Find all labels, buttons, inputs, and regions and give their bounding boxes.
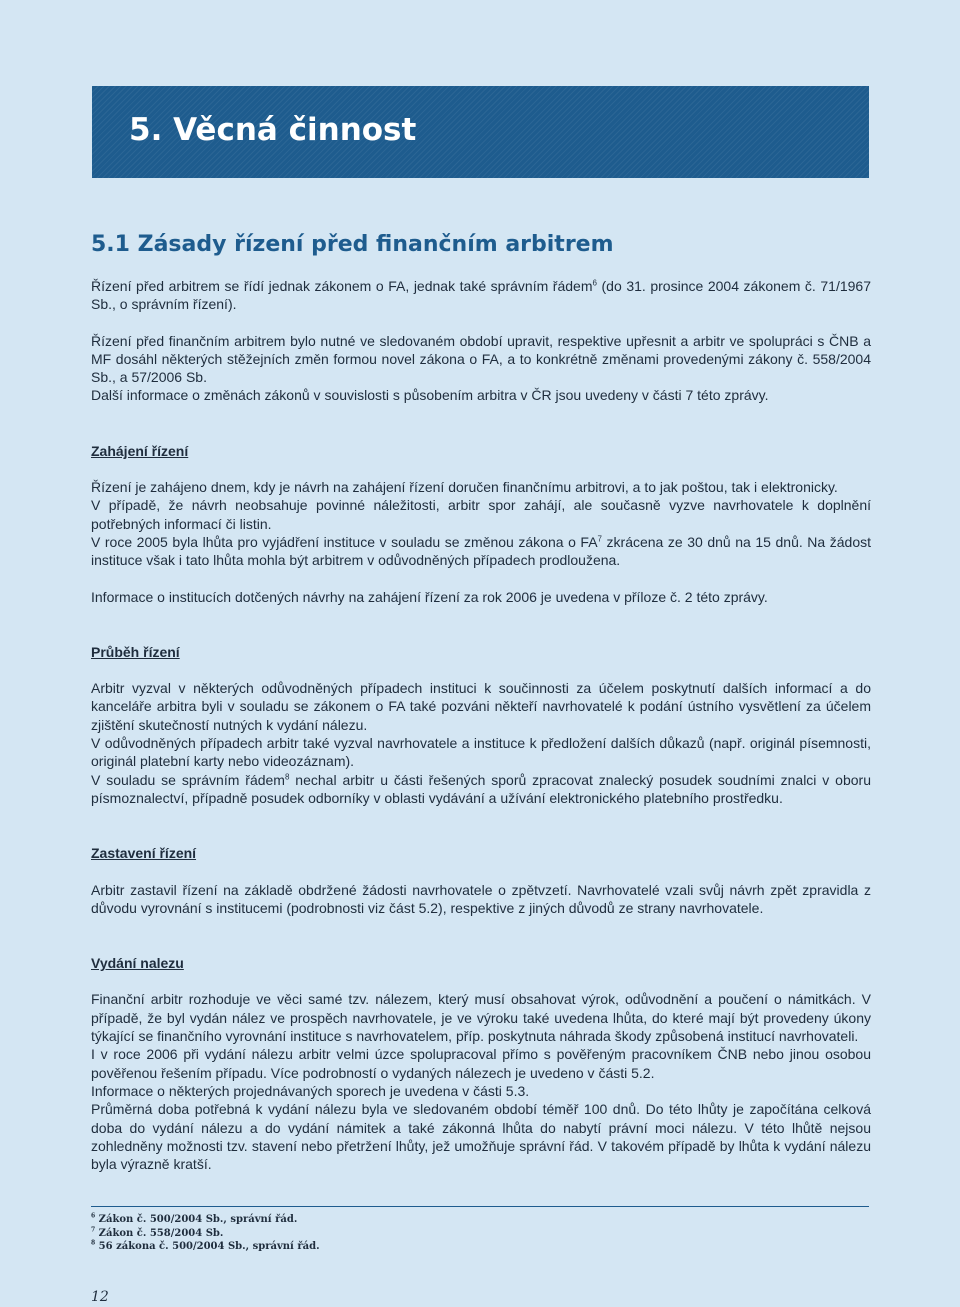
heading-zahajeni: Zahájení řízení [91, 442, 189, 459]
zahajeni-paragraph-3: V roce 2005 byla lhůta pro vyjádření instituce v souladu se změnou zákona o $FA^7$ zkrácena ze 30 dnů na 15 dnů. Na žádost instituce však i tato lhůta mohla být arbitrem v odůvodněných případech prodloužena. [91, 533, 871, 569]
prubeh-paragraph-1: Arbitr vyzval v některých odůvodněných případech instituci k součinnosti za účelem poskytnutí dalších informací a do kanceláře arbitra byli v souladu se zákonem o FA také pozváni někteří navrhovatelé k podání ústního vysvětlení za účelem zjištění skutečností nutných k vydání nálezu. [91, 680, 871, 733]
page-number: 12 [91, 1289, 109, 1305]
vydani-paragraph-3: Informace o některých projednávaných sporech je uvedena v části 5.3. [91, 1082, 530, 1099]
heading-vydani: Vydání nalezu [91, 955, 184, 972]
heading-prubeh: Průběh řízení [91, 643, 180, 660]
zahajeni-paragraph-4: Informace o institucích dotčených návrhy na zahájení řízení za rok 2006 je uvedena v příloze č. 2 této zprávy. [91, 588, 768, 605]
intro-paragraph-1: Řízení před arbitrem se řídí jednak zákonem o FA, jednak také správním řádem$^6$ (do 31. prosince 2004 zákonem č. 71/1967 Sb., o správním řízení). [91, 278, 871, 313]
prubeh-paragraph-3: V souladu se správním řádem$^8$ nechal arbitr u části řešených sporů zpracovat znalecký posudek soudními znalci v oboru písmoznalectví, případně posudek odborníky v oblasti vydávání a užívání elektronického platebního prostředku. [91, 771, 871, 806]
prubeh-paragraph-2: V odůvodněných případech arbitr také vyzval navrhovatele a instituce k předložení dalších důkazů (např. originál písemnosti, originál platební karty nebo videozáznam). [91, 735, 871, 770]
zahajeni-paragraph-2: V případě, že návrh neobsahuje povinné náležitosti, arbitr spor zahájí, ale současně vyzve navrhovatele k doplnění potřebných informací či listin. [91, 497, 871, 532]
vydani-paragraph-2: I v roce 2006 při vydání nálezu arbitr velmi úzce spolupracoval přímo s pověřeným pracovníkem ČNB nebo jinou osobou pověřenou řešením případu. Více podrobností o vydaných nálezech je uvedeno v části 5.2. [91, 1046, 871, 1081]
heading-zastaveni: Zastavení řízení [91, 845, 197, 862]
footnote-8: $^8$ 56 zákona č. 500/2004 Sb., správní řád. [91, 1239, 320, 1252]
footnote-ref-7: 7 [597, 534, 602, 544]
zastaveni-paragraph-1: Arbitr zastavil řízení na základě obdržené žádosti navrhovatele o zpětvzetí. Navrhovatelé vzali svůj návrh zpět zpravidla z důvodu vyrovnání s institucemi (podrobnosti viz část 5.2), respektive z jiných důvodů ze strany navrhovatele. [91, 881, 871, 916]
footnote-ref-6: 6 [592, 278, 597, 288]
main-content [91, 230, 871, 1173]
footnote-7: $^7$ Zákon č. 558/2004 Sb. [91, 1226, 224, 1239]
vydani-paragraph-1: Finanční arbitr rozhoduje ve věci samé tzv. nálezem, který musí obsahovat výrok, odůvodnění a poučení o námitkách. V případě, že byl vydán nález ve prospěch navrhovatele, je ve výroku také uvedena lhůta, do které mají být provedeny úkony týkající se finančního vyrovnání instituce s navrhovatelem, příp. poskytnuta náhrada škody způsobená institucí navrhovateli. [91, 991, 871, 1045]
zahajeni-paragraph-1: Řízení je zahájeno dnem, kdy je návrh na zahájení řízení doručen finančnímu arbitrovi, a to jak poštou, tak i elektronicky. [91, 479, 838, 496]
footnote-6: $^6$ Zákon č. 500/2004 Sb., správní řád. [91, 1212, 298, 1225]
footnote-ref-8: 8 [284, 771, 290, 781]
chapter-title: 5. Věcná činnost [129, 112, 417, 148]
intro-paragraph-3: Další informace o změnách zákonů v souvislosti s působením arbitra v ČR jsou uvedeny v části 7 této zprávy. [91, 387, 769, 404]
footnotes [91, 1206, 869, 1254]
intro-paragraph-2: Řízení před finančním arbitrem bylo nutné ve sledovaném období upravit, respektive upřesnit a arbitr ve spolupráci s ČNB a MF dosáhl některých stěžejních změn formou novel zákona o FA, a to konkrétně změnami provedenými zákony č. 558/2004 Sb., a 57/2006 Sb. [91, 332, 871, 386]
chapter-banner [92, 86, 869, 178]
vydani-paragraph-4: Průměrná doba potřebná k vydání nálezu byla ve sledovaném období téměř 100 dnů. Do této lhůty je započítána celková doba do vydání nálezu a do vydání námitek a také zákonná lhůta do nabytí právní moci nálezu. V této lhůtě nejsou zohledněny možnosti tzv. stavení nebo přetržení lhůty, jež umožňuje správní řád. V takovém případě by lhůta k vydání nálezu byla výrazně kratší. [91, 1101, 871, 1173]
section-title: 5.1 Zásady řízení před finančním arbitrem [91, 232, 614, 257]
